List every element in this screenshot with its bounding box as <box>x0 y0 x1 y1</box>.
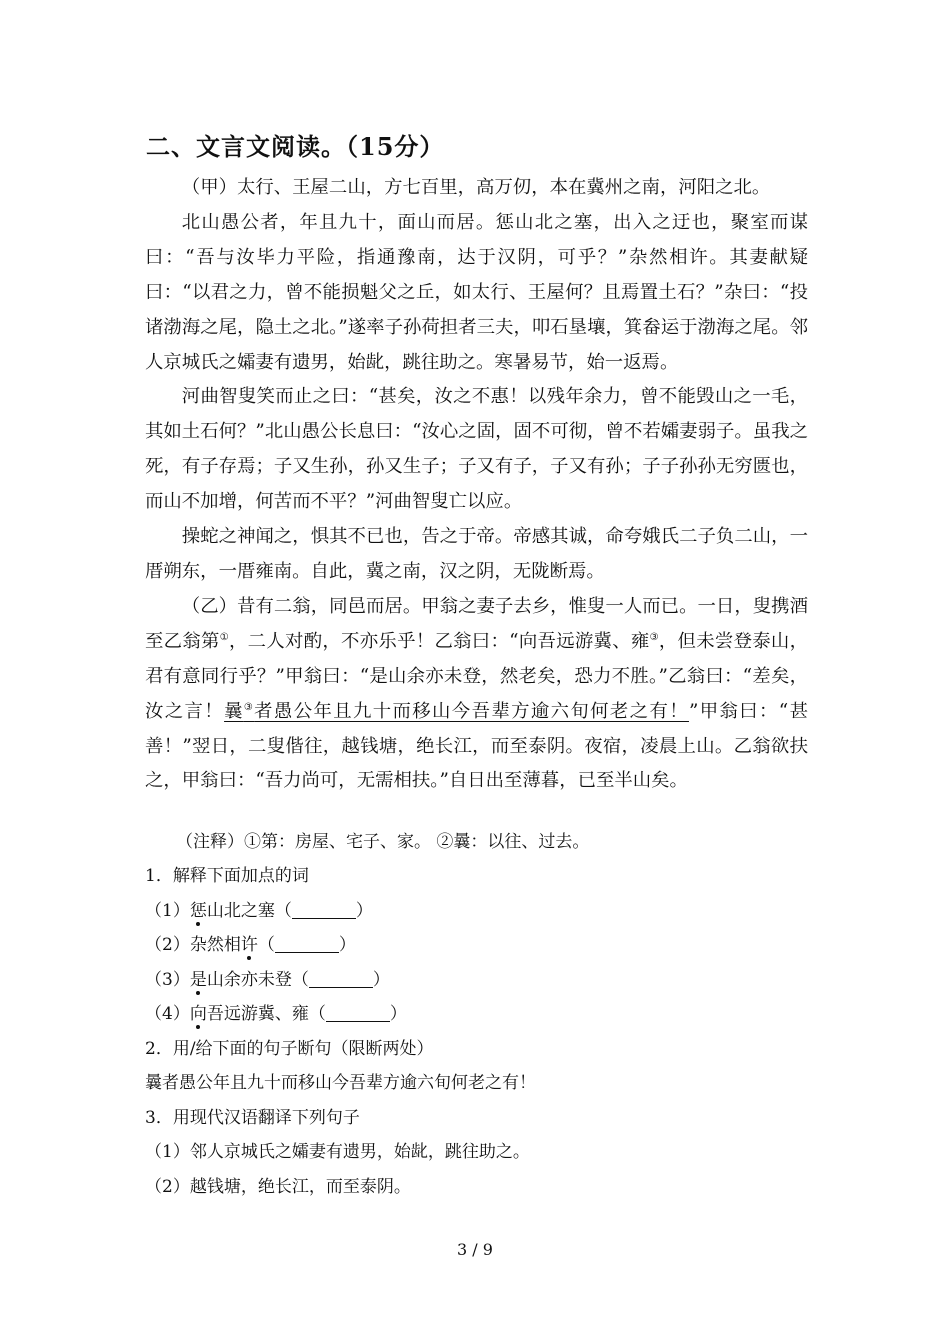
note-marker-1: ① <box>219 631 229 643</box>
annotation-note: （注释）①第：房屋、宅子、家。 ②曩：以往、过去。 <box>176 832 590 852</box>
question-1-item-3 <box>145 963 808 998</box>
passage-paragraph-1: （甲）太行、王屋二山，方七百里，高万仞，本在冀州之南，河阳之北。 <box>181 177 771 198</box>
p5-text-f: ”甲翁曰：“甚善！”翌日，二叟偕往，越钱塘，绝长江，而至泰阴。夜宿，凌晨上山。乙翁欲扶之，甲翁曰：“吾力尚可，无需相扶。”自日出至薄暮，已至半山矣。 <box>145 700 808 792</box>
question-1-item-1 <box>145 894 808 929</box>
passage-paragraph-4: 操蛇之神闻之，惧其不已也，告之于帝。帝感其诚，命夸娥氏二子负二山，一厝朔东，一厝雍南。自此，冀之南，汉之阴，无陇断焉。 <box>145 526 808 582</box>
close-paren: ） <box>389 1004 407 1024</box>
item-text: 吾远游冀、雍（ <box>206 1004 326 1024</box>
question-2-title: 2．用/给下面的句子断句（限断两处） <box>145 1038 434 1059</box>
dotted-word: 惩 <box>189 900 207 921</box>
item-prefix: （4） <box>145 1004 190 1024</box>
close-paren: ） <box>372 969 390 990</box>
dotted-word: 是 <box>189 969 207 990</box>
question-3-item-2: （2）越钱塘，绝长江，而至泰阴。 <box>145 1176 411 1197</box>
answer-blank[interactable] <box>292 898 356 919</box>
question-1-item-2 <box>145 928 808 963</box>
item-text: （ <box>257 935 275 955</box>
note-marker-2: ③ <box>649 631 659 643</box>
note-marker-3: ③ <box>243 701 255 713</box>
answer-blank[interactable] <box>275 932 339 953</box>
close-paren: ） <box>338 935 356 955</box>
dotted-word: 向 <box>189 1004 207 1024</box>
question-3-item-1: （1）邻人京城氏之孀妻有遗男，始龀，跳往助之。 <box>145 1142 530 1162</box>
question-1-item-4 <box>145 997 808 1032</box>
answer-blank[interactable] <box>309 967 373 988</box>
p5-text-c: ，但未尝登泰山，君有意同行乎？”甲翁曰：“是山余亦未登，然老矣，恐力不胜。”乙翁曰：“差矣，汝之言！ <box>145 630 808 722</box>
section-title: 二、文言文阅读。（15分） <box>146 132 445 161</box>
question-3-title: 3．用现代汉语翻译下列句子 <box>145 1107 360 1128</box>
question-2-text: 曩者愚公年且九十而移山今吾辈方逾六旬何老之有！ <box>145 1073 536 1093</box>
question-1-title: 1．解释下面加点的词 <box>145 866 309 886</box>
p5-text-e: 者愚公年且九十而移山今吾辈方逾六旬何老之有！ <box>254 700 689 722</box>
item-prefix: （1） <box>145 900 190 921</box>
dotted-word: 许 <box>240 935 258 955</box>
item-text: 山北之塞（ <box>206 900 292 921</box>
answer-blank[interactable] <box>326 1001 390 1022</box>
p5-text-b: ，二人对酌，不亦乐乎！乙翁曰：“向吾远游冀、雍 <box>228 630 650 652</box>
close-paren: ） <box>355 900 373 921</box>
item-text: 山余亦未登（ <box>206 969 309 990</box>
item-prefix: （3） <box>145 969 190 990</box>
passage-paragraph-3: 河曲智叟笑而止之曰：“甚矣，汝之不惠！以残年余力，曾不能毁山之一毛，其如土石何？”北山愚公长息曰：“汝心之固，固不可彻，曾不若孀妻弱子。虽我之死，有子存焉；子又生孙，孙又生子；子又有子，子又有孙；子子孙孙无穷匮也，而山不加增，何苦而不平？”河曲智叟亡以应。 <box>145 386 808 513</box>
item-prefix: （2）杂然相 <box>145 935 241 955</box>
p5-text-a: （乙）昔有二翁，同邑而居。甲翁之妻子去乡，惟叟一人而已。一日，叟携酒至乙翁第 <box>145 595 808 652</box>
p5-text-d: 曩 <box>224 700 244 722</box>
questions-section <box>145 859 808 1204</box>
classical-passage <box>145 171 808 799</box>
passage-paragraph-2: 北山愚公者，年且九十，面山而居。惩山北之塞，出入之迂也，聚室而谋曰：“吾与汝毕力平险，指通豫南，达于汉阴，可乎？”杂然相许。其妻献疑曰：“以君之力，曾不能损魁父之丘，如太行、王屋何？且焉置土石？”杂曰：“投诸渤海之尾，隐土之北。”遂率子孙荷担者三夫，叩石垦壤，箕畚运于渤海之尾。邻人京城氏之孀妻有遗男，始龀，跳往助之。寒暑易节，始一返焉。 <box>145 211 808 373</box>
passage-paragraph-5 <box>145 590 808 799</box>
underlined-sentence <box>224 701 689 722</box>
page-number: 3 / 9 <box>457 1240 493 1259</box>
